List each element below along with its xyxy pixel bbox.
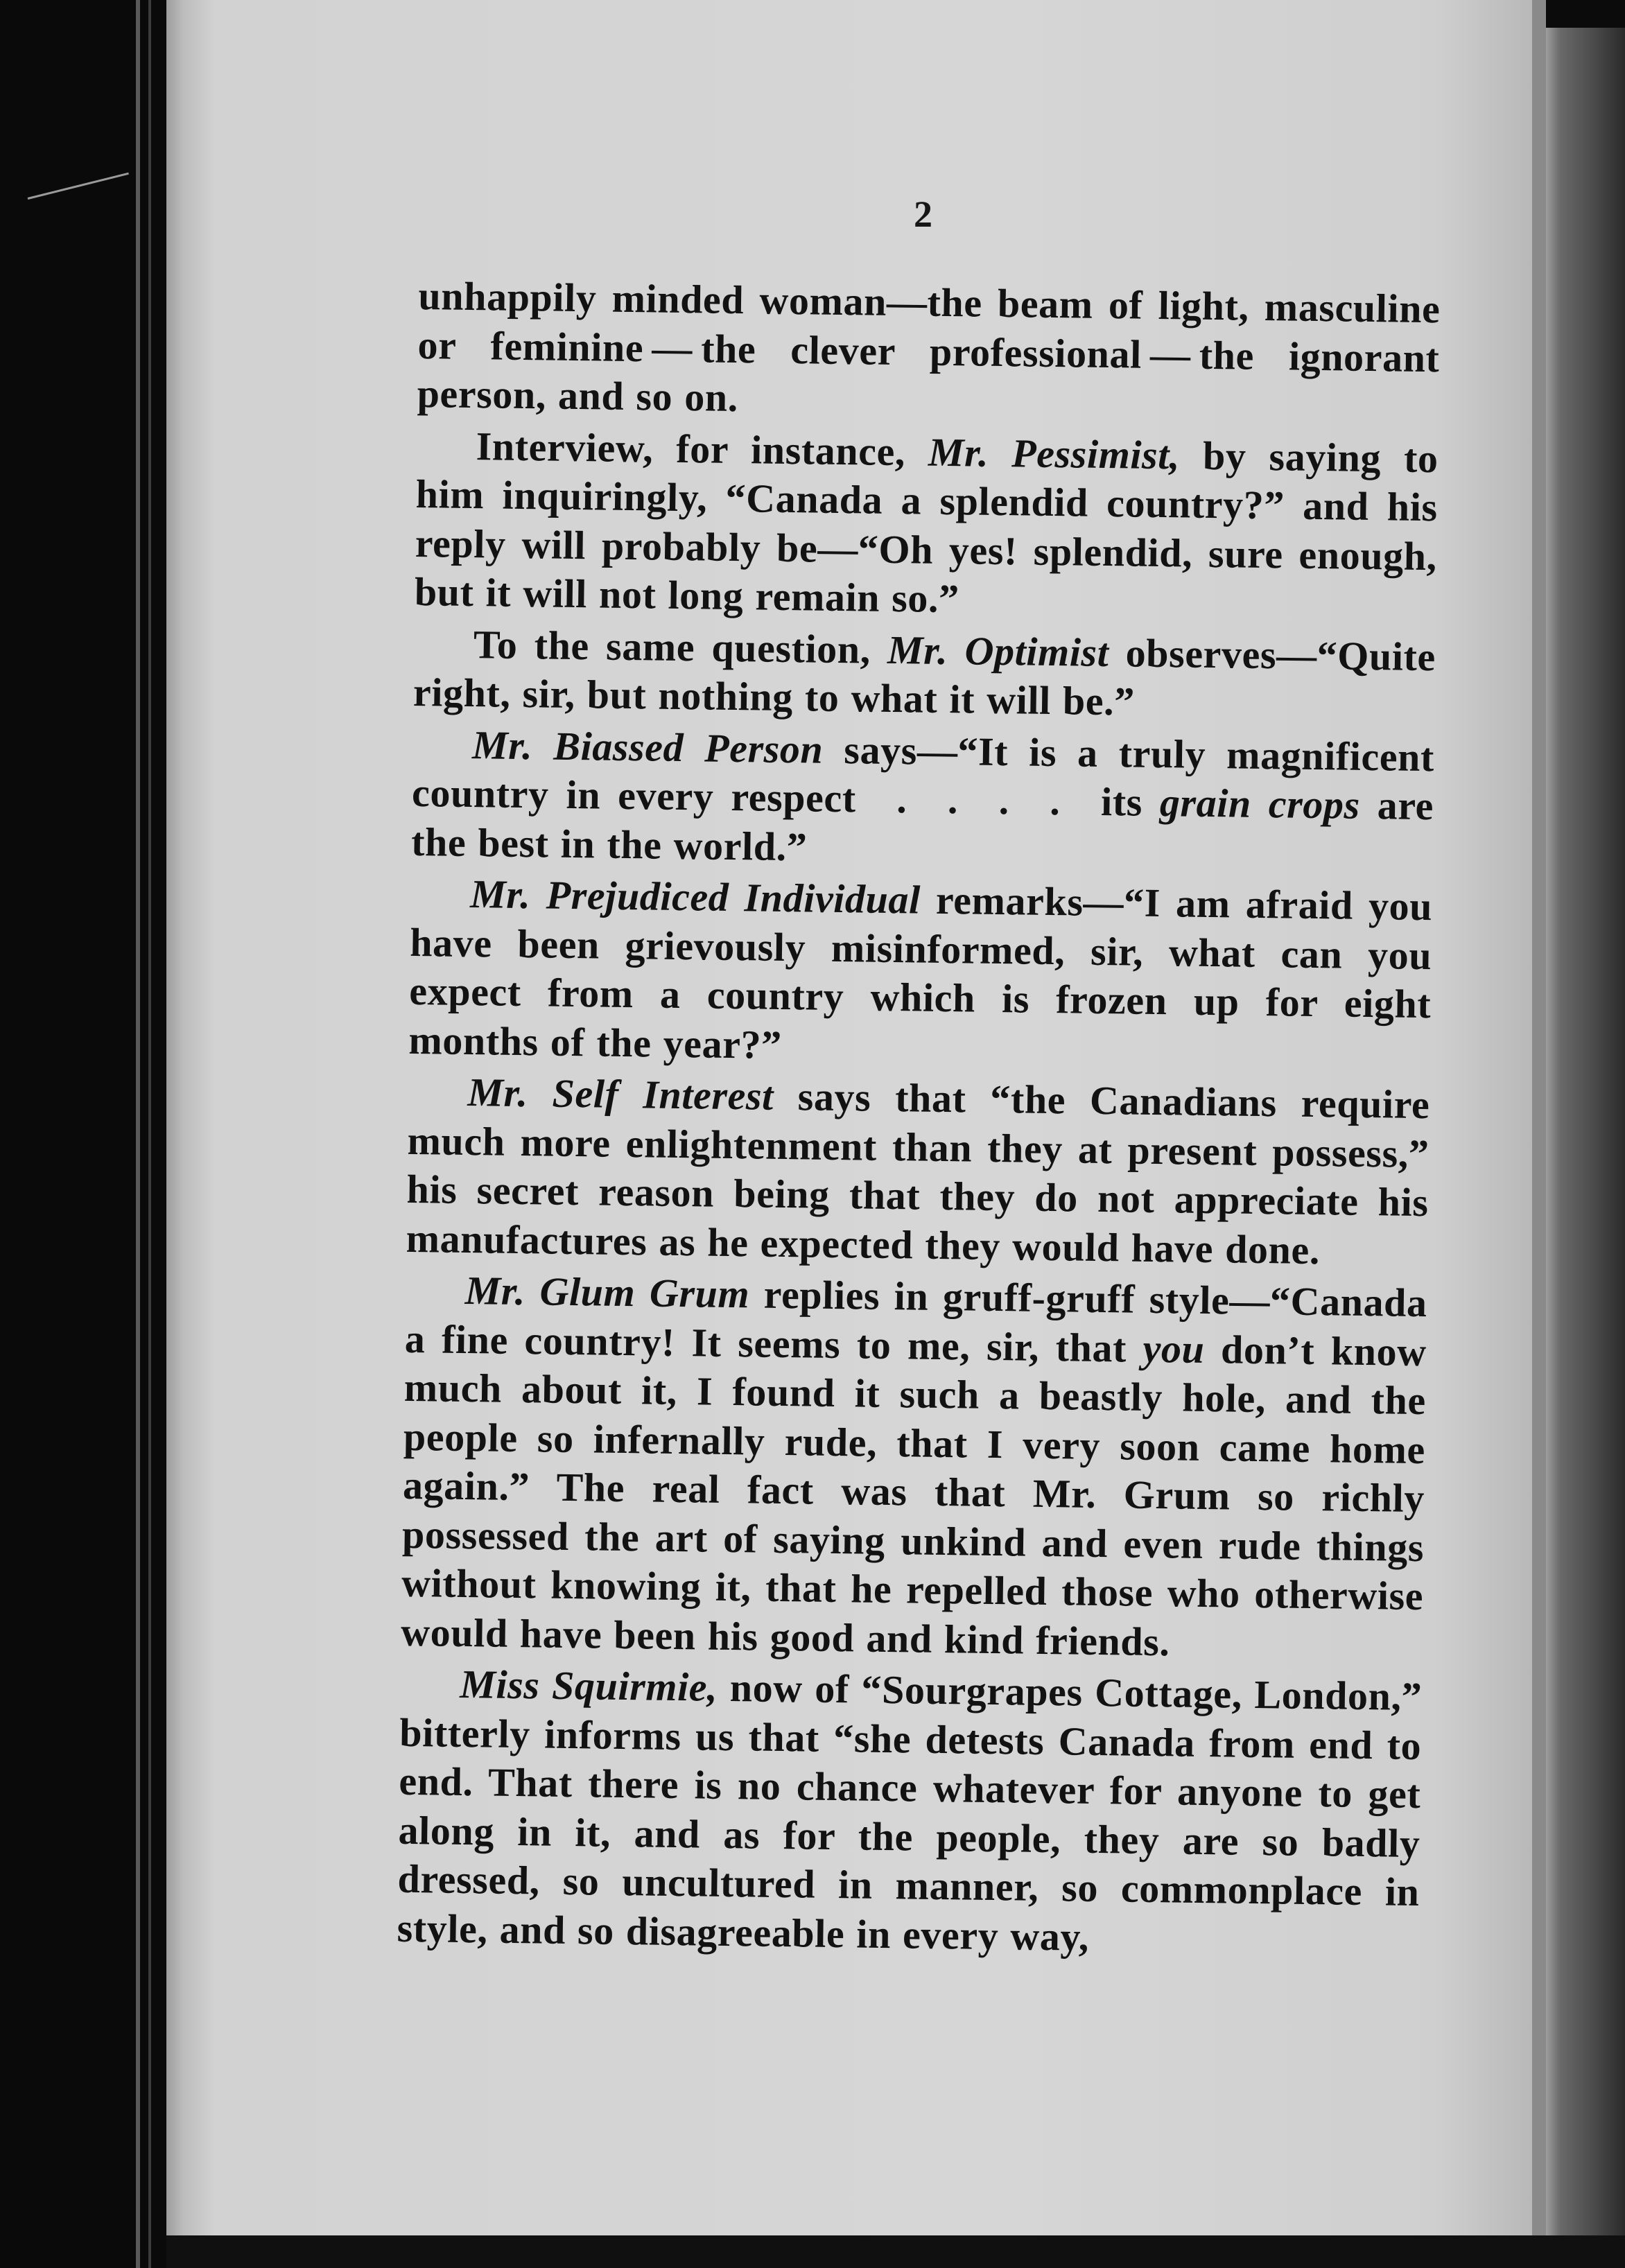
text-run: says—“It is a truly magnificent country in every respect . . . . its	[411, 726, 1435, 826]
next-page-edge	[1546, 28, 1625, 2268]
paragraph	[401, 1266, 1427, 1670]
italic-text-run: Mr. Biassed Person	[471, 722, 824, 772]
italic-text-run: Mr. Optimist	[887, 627, 1109, 675]
book-binding	[0, 0, 173, 2268]
text-run: says that “the Canadians require much more enlightenment than they at present possess,” his secret reason being that they do not appreciate his manufactures as he expected they would have done.	[406, 1073, 1430, 1273]
italic-text-run: Mr. Pessimist,	[928, 429, 1181, 478]
text-run: unhappily minded woman—the beam of light, masculine or feminine — the clever professional — the ignorant person, and so on.	[417, 272, 1441, 421]
italic-text-run: you	[1142, 1325, 1205, 1372]
text-run: To the same question,	[473, 621, 888, 672]
paragraph	[414, 421, 1439, 629]
italic-text-run: Miss Squirmie,	[459, 1661, 718, 1710]
italic-text-run: Mr. Self Interest	[467, 1070, 774, 1119]
paragraph	[411, 719, 1435, 880]
text-run: Interview, for instance,	[476, 423, 929, 475]
binding-edge-line	[136, 0, 140, 2268]
italic-text-run: Mr. Glum Grum	[464, 1268, 750, 1317]
paragraph	[408, 869, 1433, 1078]
page-bottom-edge	[166, 2235, 1625, 2268]
paragraph	[397, 1659, 1422, 1966]
italic-text-run: Mr. Prejudiced Individual	[469, 871, 921, 923]
italic-text-run: grain crops	[1159, 780, 1361, 828]
page-number: 2	[914, 193, 932, 235]
text-run: remarks—“I am afraid you have been grievously misinformed, sir, what can you expect from a country which is frozen up for eight months of the year?”	[408, 877, 1433, 1067]
binding-inner-line	[148, 0, 151, 2268]
text-run: are the best in the world.”	[410, 782, 1434, 869]
text-run: observes—“Quite right, sir, but nothing to what it will be.”	[412, 629, 1436, 724]
text-run: don’t know much about it, I found it such a beastly hole, and the people so infernally rude, that I very soon came home again.” The real fact was that Mr. Grum so richly possessed the art of saying unkind and even rude things without knowing it, that he repelled those who otherwise would have been his good and kind friends.	[400, 1326, 1427, 1664]
paragraph	[417, 272, 1441, 432]
paragraph	[406, 1067, 1430, 1276]
text-run: replies in gruff-gruff style—“Canada a fine country! It seems to me, sir, that	[404, 1271, 1428, 1371]
text-run: by saying to him inquiringly, “Canada a splendid country?” and his reply will probably be—“Oh yes! splendid, sure enough, but it will not long remain so.”	[414, 432, 1439, 622]
paragraph	[413, 619, 1436, 730]
page-right-shadow	[1532, 0, 1546, 2235]
text-run: now of “Sourgrapes Cottage, London,” bitterly informs us that “she detests Canada from end to end. That there is no chance whatever for anyone to get along in it, and as for the people, they are so badly dressed, so uncultured in manner, so commonplace in style, and so disagreeable in every way,	[397, 1664, 1423, 1960]
body-text	[397, 272, 1441, 1969]
